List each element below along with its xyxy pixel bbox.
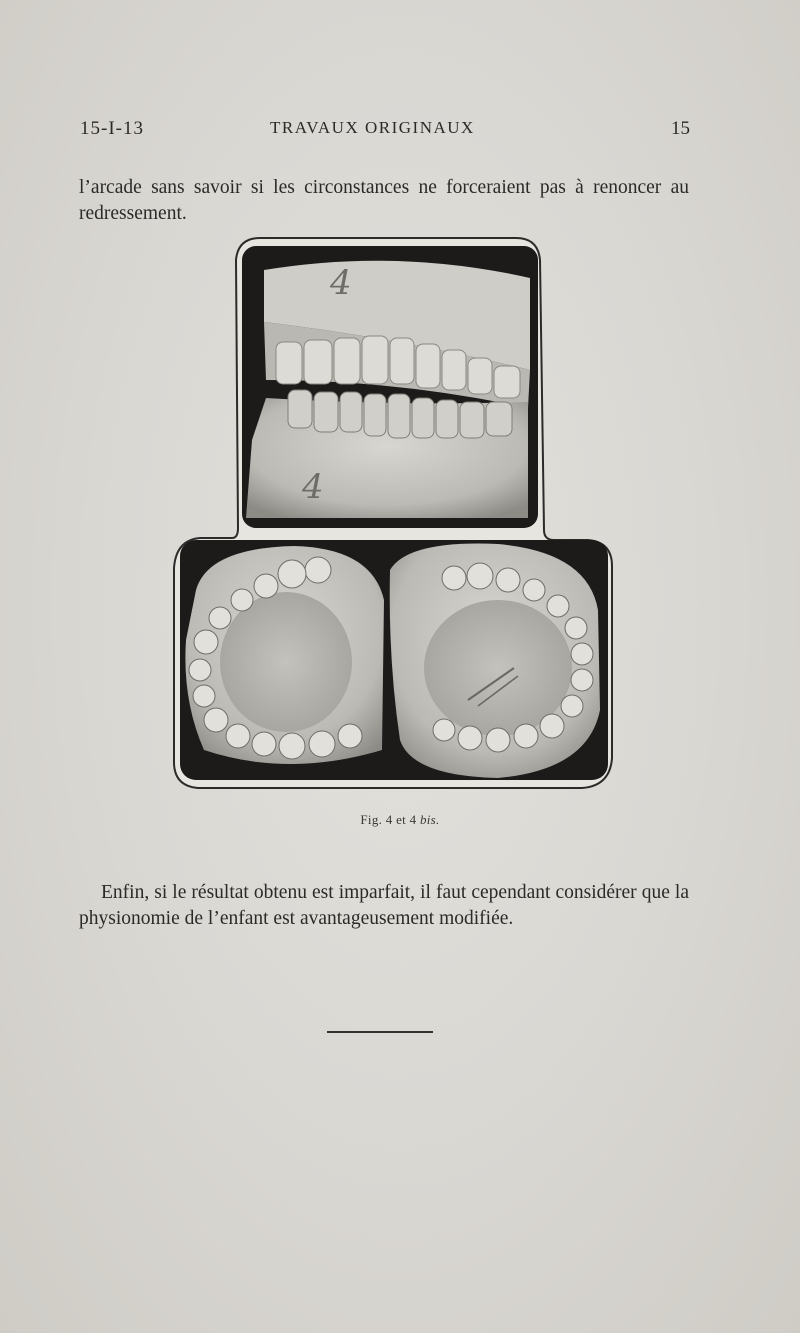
caption-text: Fig. 4 et 4 [360,812,420,827]
running-head-date: 15-I-13 [80,118,144,139]
figure-caption [0,812,800,828]
section-end-rule [327,1031,433,1033]
cast-mark-top: 4 [330,263,352,303]
paragraph-continuation: l’arcade sans savoir si les circonstances ne forceraient pas à renoncer au redressement. [79,176,689,224]
running-head-title: TRAVAUX ORIGINAUX [270,118,475,137]
left-dental-arch [185,546,384,764]
figure-dental-casts [168,230,618,795]
photo-side-view-casts [242,246,538,528]
caption-italic: bis. [419,812,440,827]
right-dental-arch [390,544,600,778]
photo-occlusal-view-arches [180,540,608,780]
paragraph-conclusion: Enfin, si le résultat obtenu est imparfait, il faut cependant considérer que la physionomie de l’enfant est avantageusement modifiée. [79,881,689,929]
cast-mark-bottom: 4 [302,467,324,507]
page-number: 15 [671,118,690,139]
running-head [80,118,690,144]
